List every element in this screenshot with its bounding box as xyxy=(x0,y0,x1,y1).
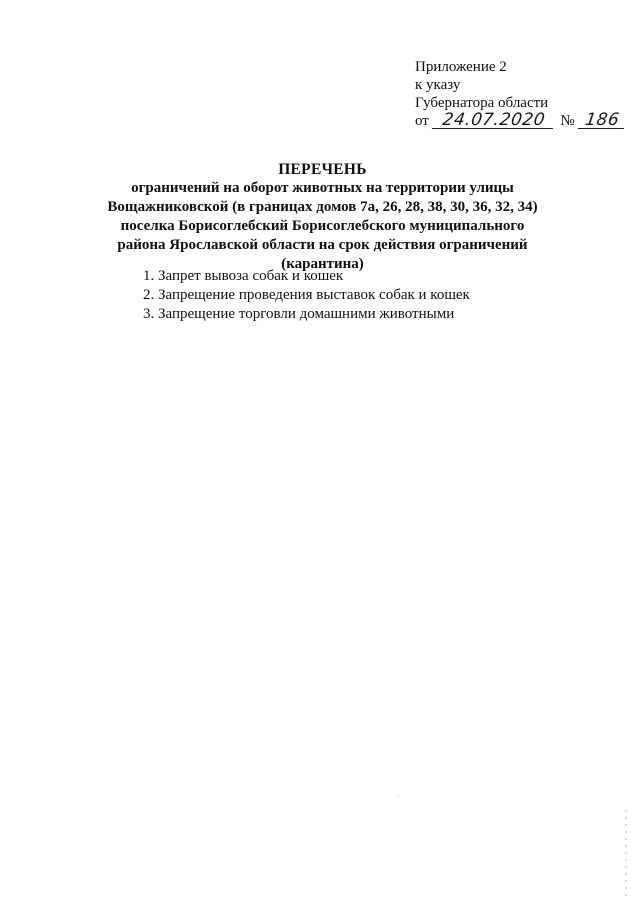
scan-speck xyxy=(398,796,399,797)
handwritten-number: 186 xyxy=(577,112,626,129)
restrictions-list xyxy=(143,267,470,324)
title-heading: ПЕРЕЧЕНЬ xyxy=(278,161,367,178)
number-sign: № xyxy=(560,113,575,129)
appendix-number: Приложение 2 xyxy=(415,59,507,75)
list-item: 3. Запрещение торговли домашними животными xyxy=(143,306,455,322)
list-item: 1. Запрет вывоза собак и кошек xyxy=(143,268,344,284)
document-title xyxy=(100,160,545,274)
title-subtitle: ограничений на оборот животных на территории улицы Вощажниковской (в границах домов 7а, 26, 28, 38, 30, 36, 32, 34) поселка Борисоглебский Борисоглебского муниципального района Ярославской области на срок действия ограничений (карантина) xyxy=(107,180,538,272)
date-prefix: от xyxy=(415,113,429,129)
appendix-date-line xyxy=(415,112,625,130)
scan-edge-artifact xyxy=(625,810,627,900)
appendix-reference: к указу xyxy=(415,77,461,93)
appendix-issuer: Губернатора области xyxy=(415,95,549,111)
handwritten-date: 24.07.2020 xyxy=(432,112,556,129)
list-item: 2. Запрещение проведения выставок собак и кошек xyxy=(143,287,470,303)
appendix-header xyxy=(415,58,625,130)
